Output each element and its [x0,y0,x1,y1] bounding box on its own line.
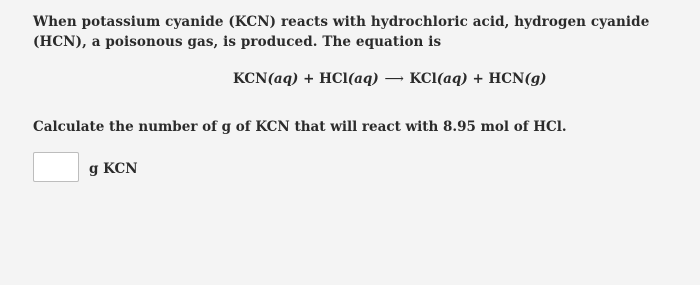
product-kcl: KCl [409,71,437,87]
reactant-hcl-state: (aq) [347,71,379,87]
question-text: Calculate the number of g of KCN that will react with 8.95 mol of HCl. [33,119,567,135]
problem-intro-text: When potassium cyanide (KCN) reacts with hydrochloric acid, hydrogen cyanide (HCN), a poisonous gas, is produced. The equation is [33,14,650,50]
product-hcn: HCN [488,71,525,87]
reactant-hcl: HCl [319,71,348,87]
reactant-kcn-state: (aq) [267,71,299,87]
chemical-equation [233,71,547,87]
plus-sign: + [298,71,320,87]
reaction-arrow-icon: ⟶ [384,71,404,87]
answer-input[interactable] [33,152,79,182]
reactant-kcn: KCN [233,71,268,87]
product-kcl-state: (aq) [436,71,468,87]
product-hcn-state: (g) [524,71,547,87]
answer-unit-label: g KCN [89,161,138,177]
plus-sign: + [467,71,489,87]
